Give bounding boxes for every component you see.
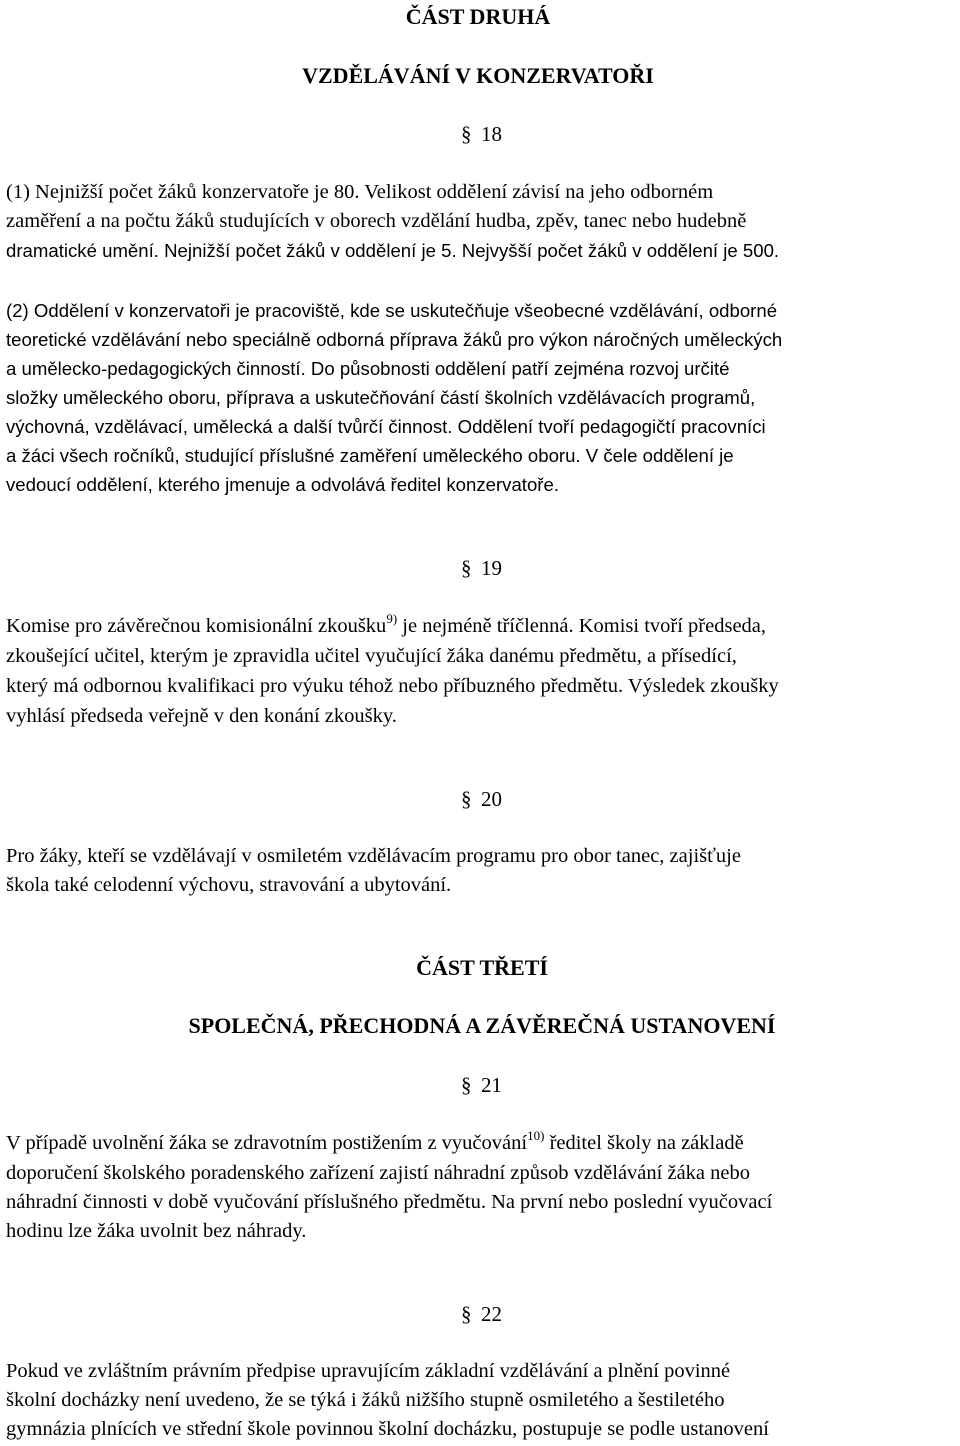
text-line: který má odbornou kvalifikaci pro výuku téhož nebo příbuzného předmětu. Výsledek zkoušky	[6, 675, 779, 697]
text-line: Pokud ve zvláštním právním předpise upravujícím základní vzdělávání a plnění povinné	[6, 1360, 731, 1382]
text-line: zaměření a na počtu žáků studujících v oborech vzdělání hudba, zpěv, tanec nebo hudebně	[6, 210, 747, 232]
part-title: ČÁST DRUHÁ	[405, 4, 551, 29]
text-line: Pro žáky, kteří se vzdělávají v osmiletém vzdělávacím programu pro obor tanec, zajišťuje	[6, 845, 741, 867]
text-line: a umělecko-pedagogických činností. Do působnosti oddělení patří zejména rozvoj určité	[6, 358, 730, 379]
text-line: složky uměleckého oboru, příprava a uskutečňování částí školních vzdělávacích programů,	[6, 387, 756, 408]
text-line: škola také celodenní výchovu, stravování a ubytování.	[6, 874, 452, 896]
text-span: Komise pro závěrečnou komisionální zkoušku	[6, 615, 387, 637]
text-line: vedoucí oddělení, kterého jmenuje a odvolává ředitel konzervatoře.	[6, 474, 559, 495]
text-line: doporučení školského poradenského zařízení zajistí náhradní způsob vzdělávání žáka nebo	[6, 1162, 750, 1184]
section-sign: §	[461, 122, 472, 146]
text-line: náhradní činnosti v době vyučování příslušného předmětu. Na první nebo poslední vyučovací	[6, 1191, 773, 1213]
part-subtitle: SPOLEČNÁ, PŘECHODNÁ A ZÁVĚREČNÁ USTANOVENÍ	[188, 1013, 776, 1038]
part-title: ČÁST TŘETÍ	[416, 955, 548, 980]
text-line	[6, 1129, 744, 1158]
section-number: 18	[481, 122, 502, 146]
section-number: 22	[481, 1302, 502, 1326]
section-sign: §	[461, 1302, 472, 1326]
section-number: 20	[481, 787, 502, 811]
text-line: gymnázia plnících ve střední škole povinnou školní docházku, postupuje se podle ustanovení	[6, 1418, 769, 1440]
section-number: 19	[481, 556, 502, 580]
text-span: V případě uvolnění žáka se zdravotním postižením z vyučování	[6, 1132, 528, 1154]
text-line: vyhlásí předseda veřejně v den konání zkoušky.	[6, 705, 397, 727]
footnote-ref[interactable]: 9)	[386, 611, 398, 626]
text-line: (2) Oddělení v konzervatoři je pracoviště, kde se uskutečňuje všeobecné vzdělávání, odborné	[6, 300, 778, 321]
text-line: teoretické vzdělávání nebo speciálně odborná příprava žáků pro výkon náročných uměleckých	[6, 329, 783, 350]
text-line: výchovná, vzdělávací, umělecká a další tvůrčí činnost. Oddělení tvoří pedagogičtí pracovníci	[6, 416, 766, 437]
text-line: dramatické umění. Nejnižší počet žáků v oddělení je 5. Nejvyšší počet žáků v oddělení je 500.	[6, 240, 780, 261]
text-line: a žáci všech ročníků, studující příslušné zaměření uměleckého oboru. V čele oddělení je	[6, 445, 734, 466]
text-line: zkoušející učitel, kterým je zpravidla učitel vyučující žáka danému předmětu, a přísedící,	[6, 645, 737, 667]
section-sign: §	[461, 556, 472, 580]
section-sign: §	[461, 787, 472, 811]
part-subtitle: VZDĚLÁVÁNÍ V KONZERVATOŘI	[302, 63, 654, 88]
text-line	[6, 612, 766, 641]
text-line: (1) Nejnižší počet žáků konzervatoře je 80. Velikost oddělení závisí na jeho odborném	[6, 181, 714, 203]
section-number: 21	[481, 1073, 502, 1097]
text-line: školní docházky není uvedeno, že se týká i žáků nižšího stupně osmiletého a šestiletého	[6, 1389, 725, 1411]
text-span: je nejméně tříčlenná. Komisi tvoří předseda,	[397, 615, 767, 637]
section-sign: §	[461, 1073, 472, 1097]
footnote-ref[interactable]: 10)	[527, 1128, 545, 1143]
text-span: ředitel školy na základě	[544, 1132, 744, 1154]
text-line: hodinu lze žáka uvolnit bez náhrady.	[6, 1220, 307, 1242]
